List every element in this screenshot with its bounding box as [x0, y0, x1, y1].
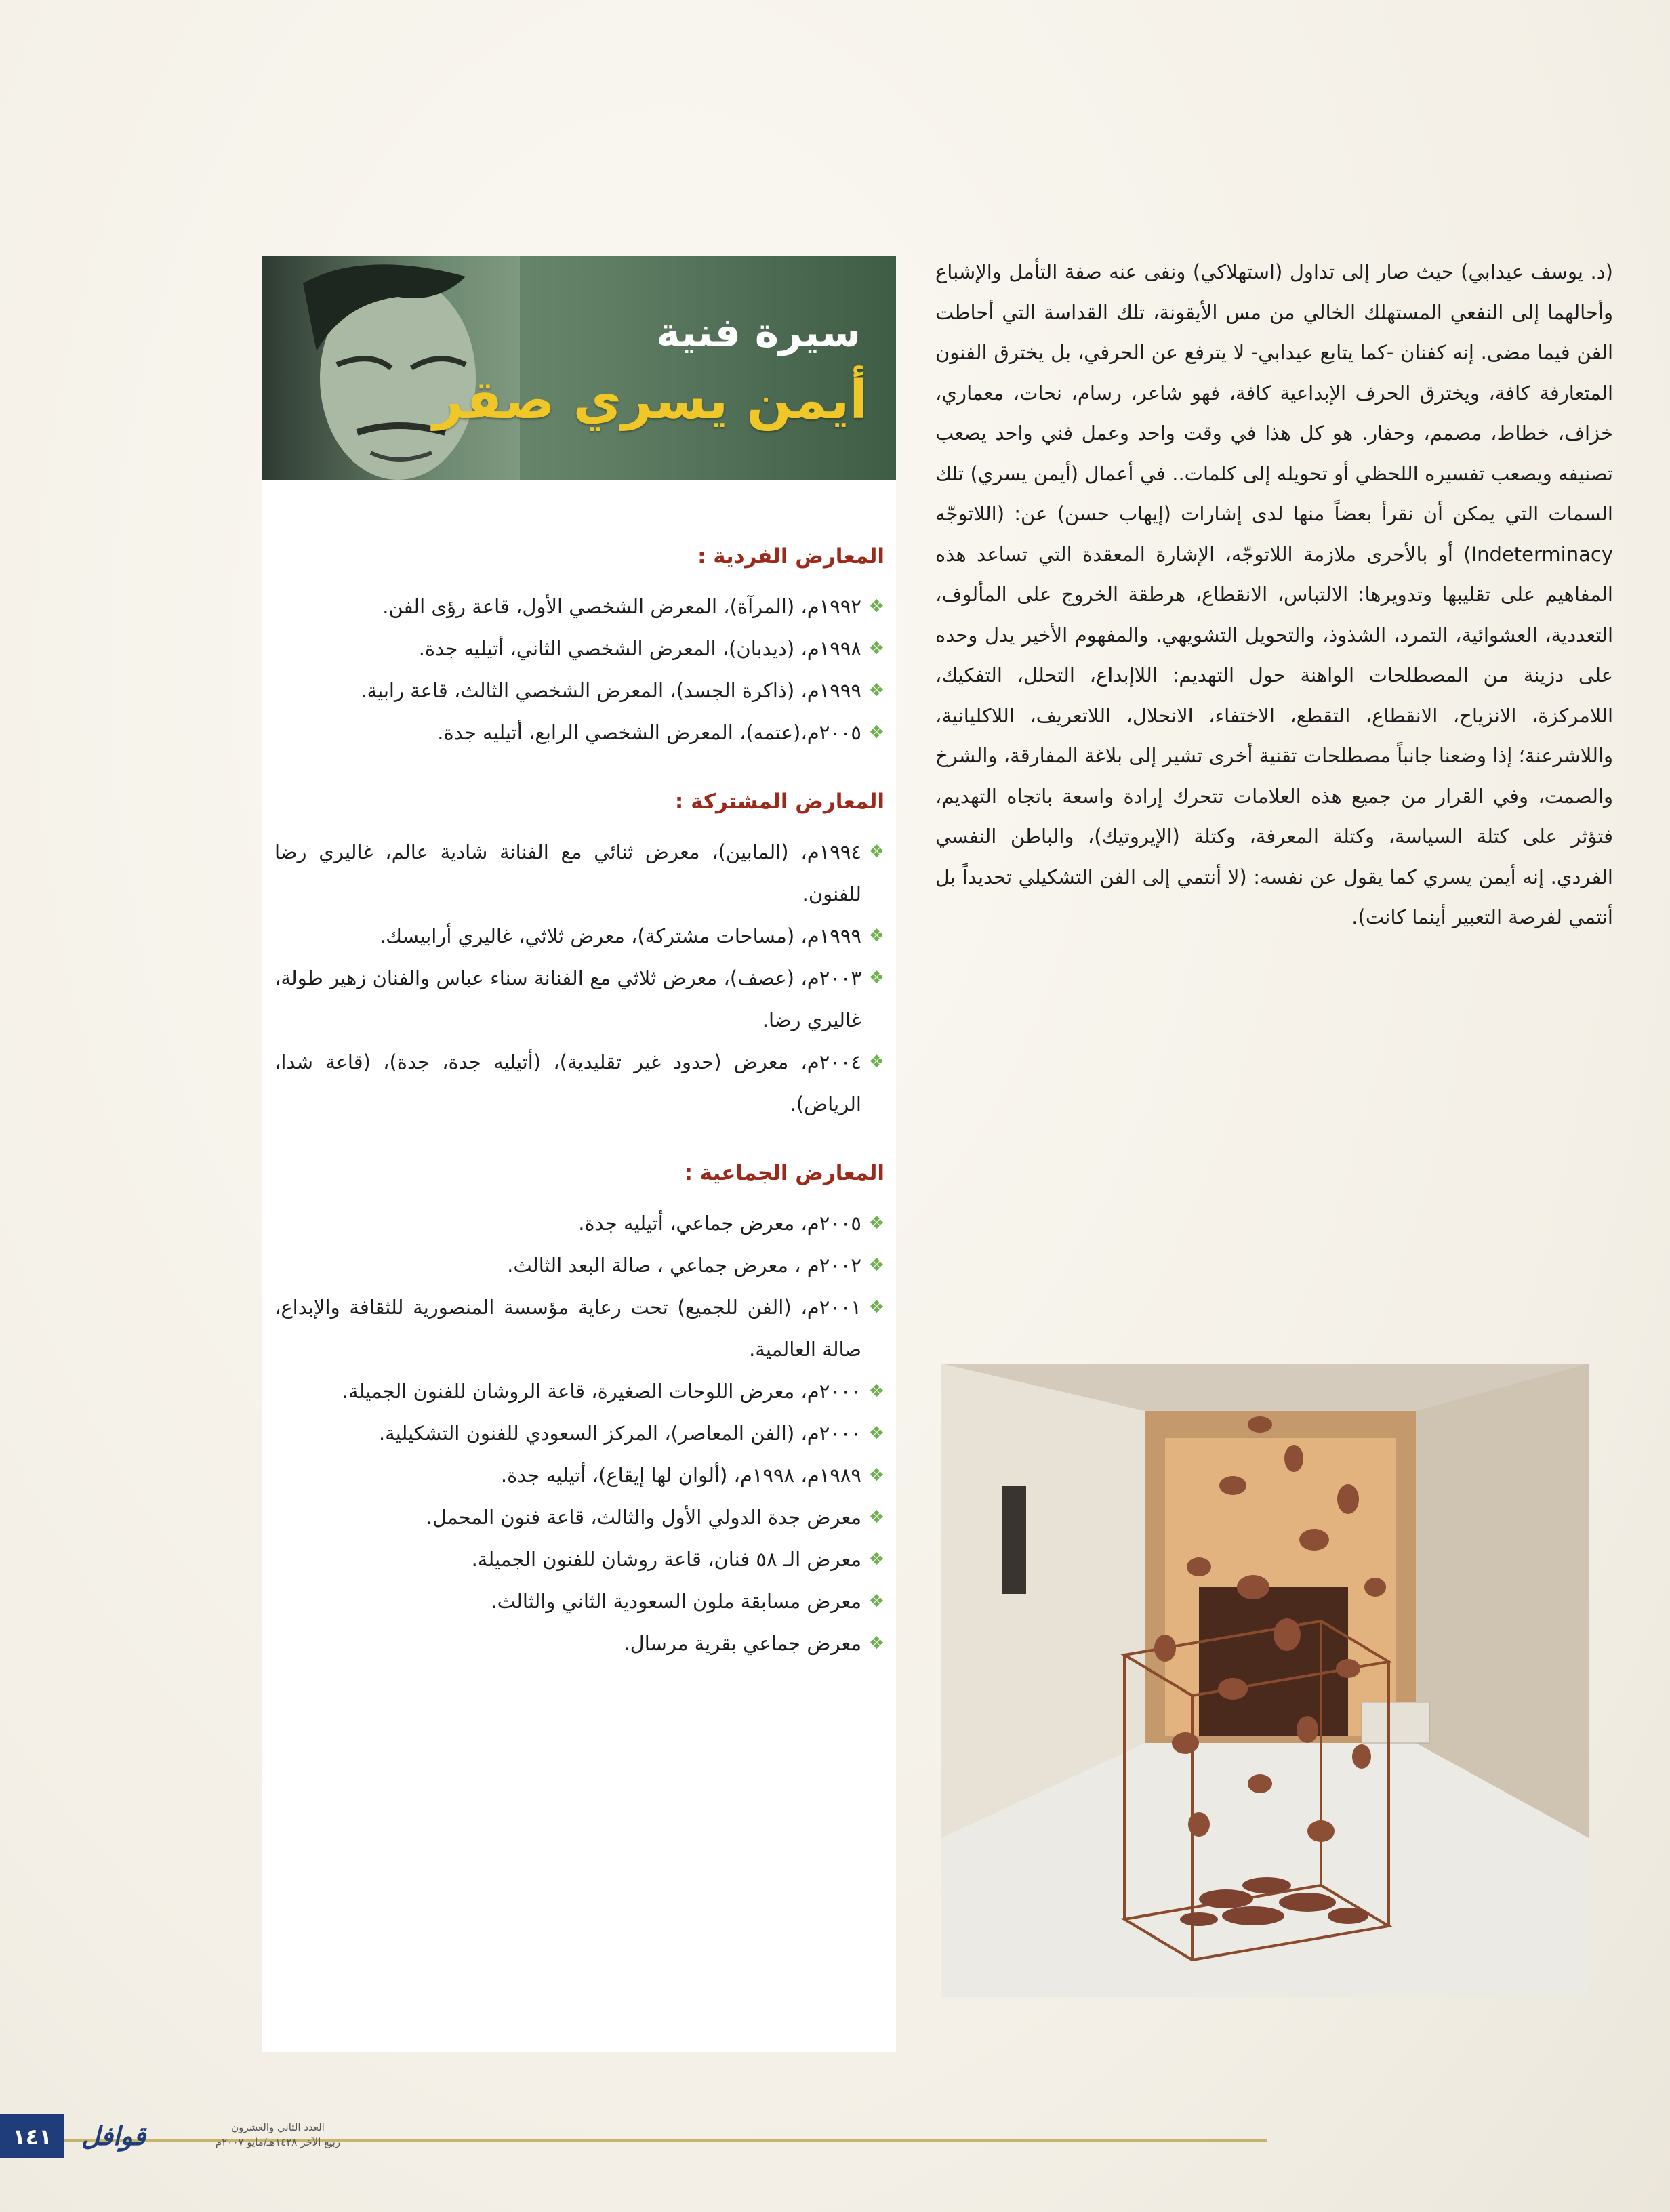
- diamond-bullet-icon: ❖: [868, 1052, 884, 1072]
- diamond-bullet-icon: ❖: [868, 1633, 884, 1654]
- list-item: ❖ ٢٠٠٣م، (عصف)، معرض ثلاثي مع الفنانة سناء عباس والفنان زهير طولة، غاليري رضا.: [274, 957, 884, 1041]
- diamond-bullet-icon: ❖: [868, 1213, 884, 1233]
- diamond-bullet-icon: ❖: [868, 1381, 884, 1401]
- bio-list: [274, 535, 884, 1692]
- diamond-bullet-icon: ❖: [868, 1549, 884, 1570]
- section-solo-exhibitions: [274, 535, 884, 754]
- list-item: ❖ ١٩٩٩م، (ذاكرة الجسد)، المعرض الشخصي الثالث، قاعة رابية.: [274, 670, 884, 712]
- list-item: ❖ ١٩٩٢م، (المرآة)، المعرض الشخصي الأول، قاعة رؤى الفن.: [274, 586, 884, 628]
- issue-date: ربيع الآخر ١٤٢٨هـ/مايو ٢٠٠٧م: [215, 2136, 341, 2148]
- bio-header: [262, 256, 896, 480]
- section-title: المعارض الجماعية :: [684, 1161, 884, 1185]
- list-item: ❖ معرض جدة الدولي الأول والثالث، قاعة فنون المحمل.: [274, 1496, 884, 1538]
- issue-info: [166, 2120, 390, 2150]
- diamond-bullet-icon: ❖: [868, 1255, 884, 1275]
- article-column: [935, 252, 1613, 938]
- diamond-bullet-icon: ❖: [868, 638, 884, 659]
- list-item: ❖ ١٩٨٩م، ١٩٩٨م، (ألوان لها إيقاع)، أتيليه جدة.: [274, 1454, 884, 1496]
- diamond-bullet-icon: ❖: [868, 1465, 884, 1486]
- list-item: ❖ ٢٠٠٤م، معرض (حدود غير تقليدية)، (أتيليه جدة، جدة)، (قاعة شدا، الرياض).: [274, 1041, 884, 1125]
- diamond-bullet-icon: ❖: [868, 968, 884, 988]
- diamond-bullet-icon: ❖: [868, 1591, 884, 1612]
- page-number: ١٤١: [0, 2114, 64, 2158]
- article-paragraph: (د. يوسف عيدابي) حيث صار إلى تداول (استهلاكي) ونفى عنه صفة التأمل والإشباع وأحالهما إلى النفعي المستهلك الخالي من مس الأيقونة، تلك القداسة التي أحاطت الفن فيما مضى. إنه كفنان -كما يتابع عيدابي- لا يترفع عن الحرفي، بل يخترق الفنون المتعارفة كافة، ويخترق الحرف الإبداعية كافة، فهو شاعر، رسام، نحات، معماري، خزاف، خطاط، مصمم، وحفار. هو كل هذا في وقت واحد وعمل فني واحد يصعب تصنيفه ويصعب تفسيره اللحظي أو تحويله إلى كلمات.. في أعمال (أيمن يسري) تلك السمات التي يمكن أن نقرأ بعضاً منها لدى إشارات (إيهاب حسن) عن: (اللاتوجّه Indeterminacy) أو بالأحرى ملازمة اللاتوجّه، الإشارة المعقدة التي تساعد هذه المفاهيم على تقليبها وتدويرها: الالتباس، الانقطاع، هرطقة الخروج على المألوف، التعددية، العشوائية، التمرد، الشذوذ، والتحويل التشويهي. والمفهوم الأخير يدل وحده على دزينة من المصطلحات الواهنة حول التهديم: اللاإبداع، التحلل، التفكيك، اللامركزة، الانزياح، الانقطاع، التقطع، الاختفاء، الانحلال، اللاتعريف، اللاكليانية، واللاشرعنة؛ إذا وضعنا جانباً مصطلحات تقنية أخرى تشير إلى بلاغة المفارقة، والشرخ والصمت، وفي القرار من جميع هذه العلامات تتحرك إرادة واسعة باتجاه التهديم، فتؤثر على كتلة السياسة، وكتلة المعرفة، وكتلة (الإيروتيك)، والباطن النفسي الفردي. إنه أيمن يسري كما يقول عن نفسه: (لا أنتمي إلى الفن التشكيلي تحديداً بل أنتمي لفرصة التعبير أينما كانت).: [935, 260, 1613, 928]
- list-item: ❖ ١٩٩٩م، (مساحات مشتركة)، معرض ثلاثي، غاليري أرابيسك.: [274, 915, 884, 957]
- list-item: ❖ معرض الـ ٥٨ فنان، قاعة روشان للفنون الجميلة.: [274, 1538, 884, 1580]
- list-item: ❖ ٢٠٠٥م، معرض جماعي، أتيليه جدة.: [274, 1202, 884, 1244]
- list-item: ❖ معرض مسابقة ملون السعودية الثاني والثالث.: [274, 1580, 884, 1622]
- list-item: ❖ ١٩٩٤م، (المابين)، معرض ثنائي مع الفنانة شادية عالم، غاليري رضا للفنون.: [274, 831, 884, 915]
- diamond-bullet-icon: ❖: [868, 1423, 884, 1443]
- list-item: ❖ ٢٠٠١م، (الفن للجميع) تحت رعاية مؤسسة المنصورية للثقافة والإبداع، صالة العالمية.: [274, 1286, 884, 1370]
- section-joint-exhibitions: [274, 781, 884, 1125]
- diamond-bullet-icon: ❖: [868, 1297, 884, 1317]
- section-title: المعارض المشتركة :: [674, 790, 884, 814]
- artist-portrait: [262, 256, 520, 480]
- diamond-bullet-icon: ❖: [868, 680, 884, 701]
- list-item: ❖ ٢٠٠٥م،(عتمه)، المعرض الشخصي الرابع، أتيليه جدة.: [274, 712, 884, 754]
- diamond-bullet-icon: ❖: [868, 842, 884, 862]
- list-item: ❖ ٢٠٠٠م، معرض اللوحات الصغيرة، قاعة الروشان للفنون الجميلة.: [274, 1370, 884, 1412]
- diamond-bullet-icon: ❖: [868, 1507, 884, 1528]
- installation-photo: [941, 1364, 1589, 1997]
- list-item: ❖ ١٩٩٨م، (ديدبان)، المعرض الشخصي الثاني، أتيليه جدة.: [274, 628, 884, 670]
- issue-number: العدد الثاني والعشرون: [231, 2121, 325, 2133]
- magazine-logo: قوافل: [81, 2121, 146, 2151]
- section-group-exhibitions: [274, 1152, 884, 1664]
- section-title: المعارض الفردية :: [697, 544, 884, 569]
- diamond-bullet-icon: ❖: [868, 596, 884, 617]
- list-item: ❖ ٢٠٠٠م، (الفن المعاصر)، المركز السعودي للفنون التشكيلية.: [274, 1412, 884, 1454]
- bio-kicker: سيرة فنية: [656, 309, 861, 356]
- list-item: ❖ معرض جماعي بقرية مرسال.: [274, 1622, 884, 1664]
- diamond-bullet-icon: ❖: [868, 722, 884, 743]
- diamond-bullet-icon: ❖: [868, 926, 884, 946]
- list-item: ❖ ٢٠٠٢م ، معرض جماعي ، صالة البعد الثالث.: [274, 1244, 884, 1286]
- artist-name: أيمن يسري صقر: [432, 370, 868, 431]
